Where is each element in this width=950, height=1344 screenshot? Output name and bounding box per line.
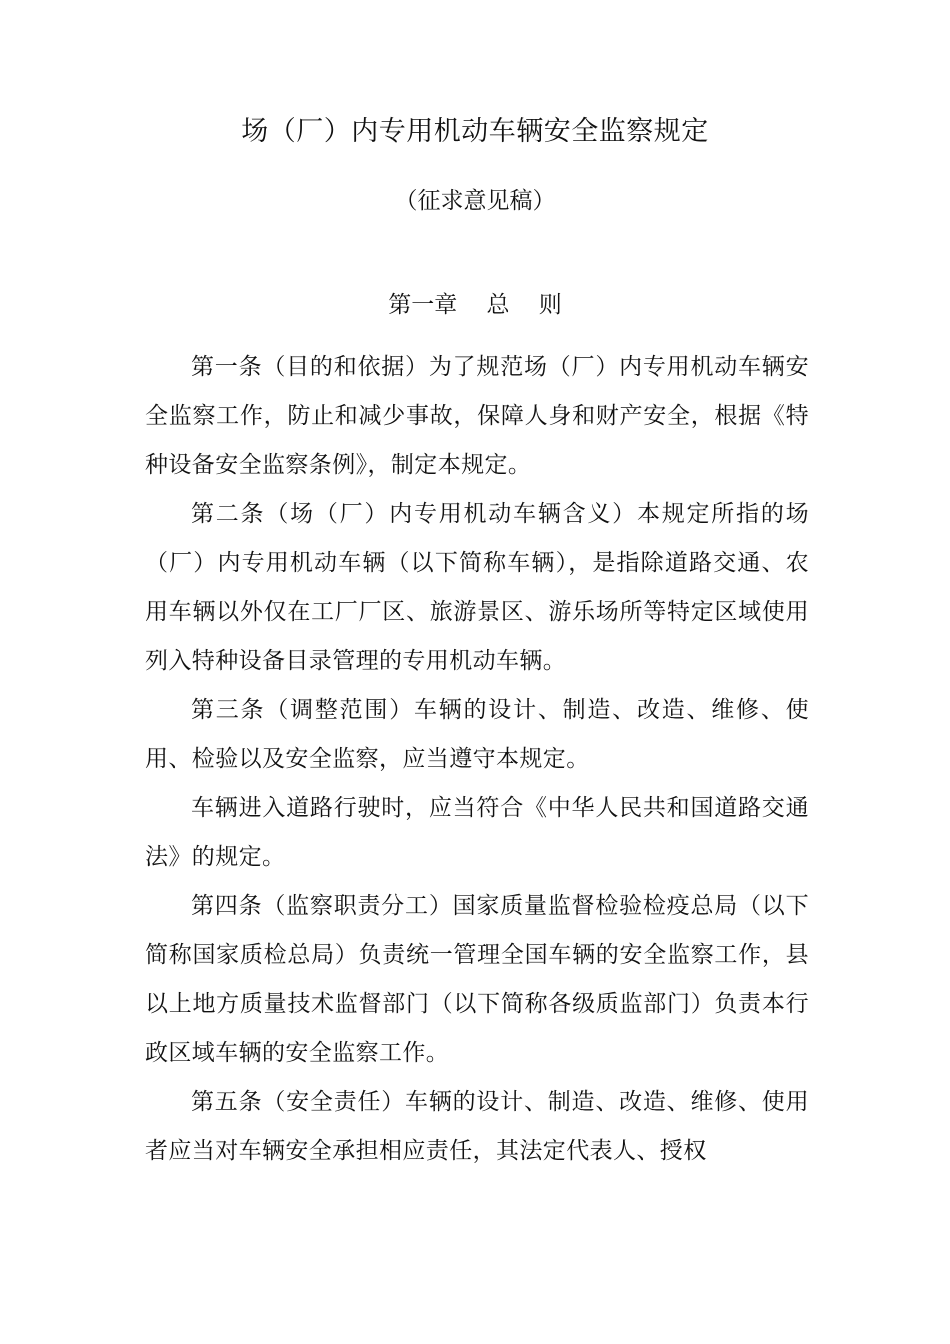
document-title: 场（厂）内专用机动车辆安全监察规定 — [241, 116, 709, 147]
document-subtitle: （征求意见稿） — [394, 188, 556, 214]
article-5-paragraph: 第五条（安全责任）车辆的设计、制造、改造、维修、使用者应当对车辆安全承担相应责任，其法定代表人、授权 — [145, 1089, 809, 1164]
article-3-paragraph: 第三条（调整范围）车辆的设计、制造、改造、维修、使用、检验以及安全监察，应当遵守本规定。 — [145, 697, 809, 772]
document-body — [145, 343, 809, 1176]
article-2-paragraph: 第二条（场（厂）内专用机动车辆含义）本规定所指的场（厂）内专用机动车辆（以下简称车辆），是指除道路交通、农用车辆以外仅在工厂厂区、旅游景区、游乐场所等特定区域使用列入特种设备目录管理的专用机动车辆。 — [145, 501, 809, 674]
chapter-heading: 第一章 总 则 — [388, 292, 562, 318]
article-1-paragraph: 第一条（目的和依据）为了规范场（厂）内专用机动车辆安全监察工作，防止和减少事故，保障人身和财产安全，根据《特种设备安全监察条例》，制定本规定。 — [145, 354, 809, 478]
article-3-continuation-paragraph: 车辆进入道路行驶时，应当符合《中华人民共和国道路交通法》的规定。 — [145, 795, 809, 870]
article-4-paragraph: 第四条（监察职责分工）国家质量监督检验检疫总局（以下简称国家质检总局）负责统一管理全国车辆的安全监察工作，县以上地方质量技术监督部门（以下简称各级质监部门）负责本行政区域车辆的安全监察工作。 — [145, 893, 809, 1066]
